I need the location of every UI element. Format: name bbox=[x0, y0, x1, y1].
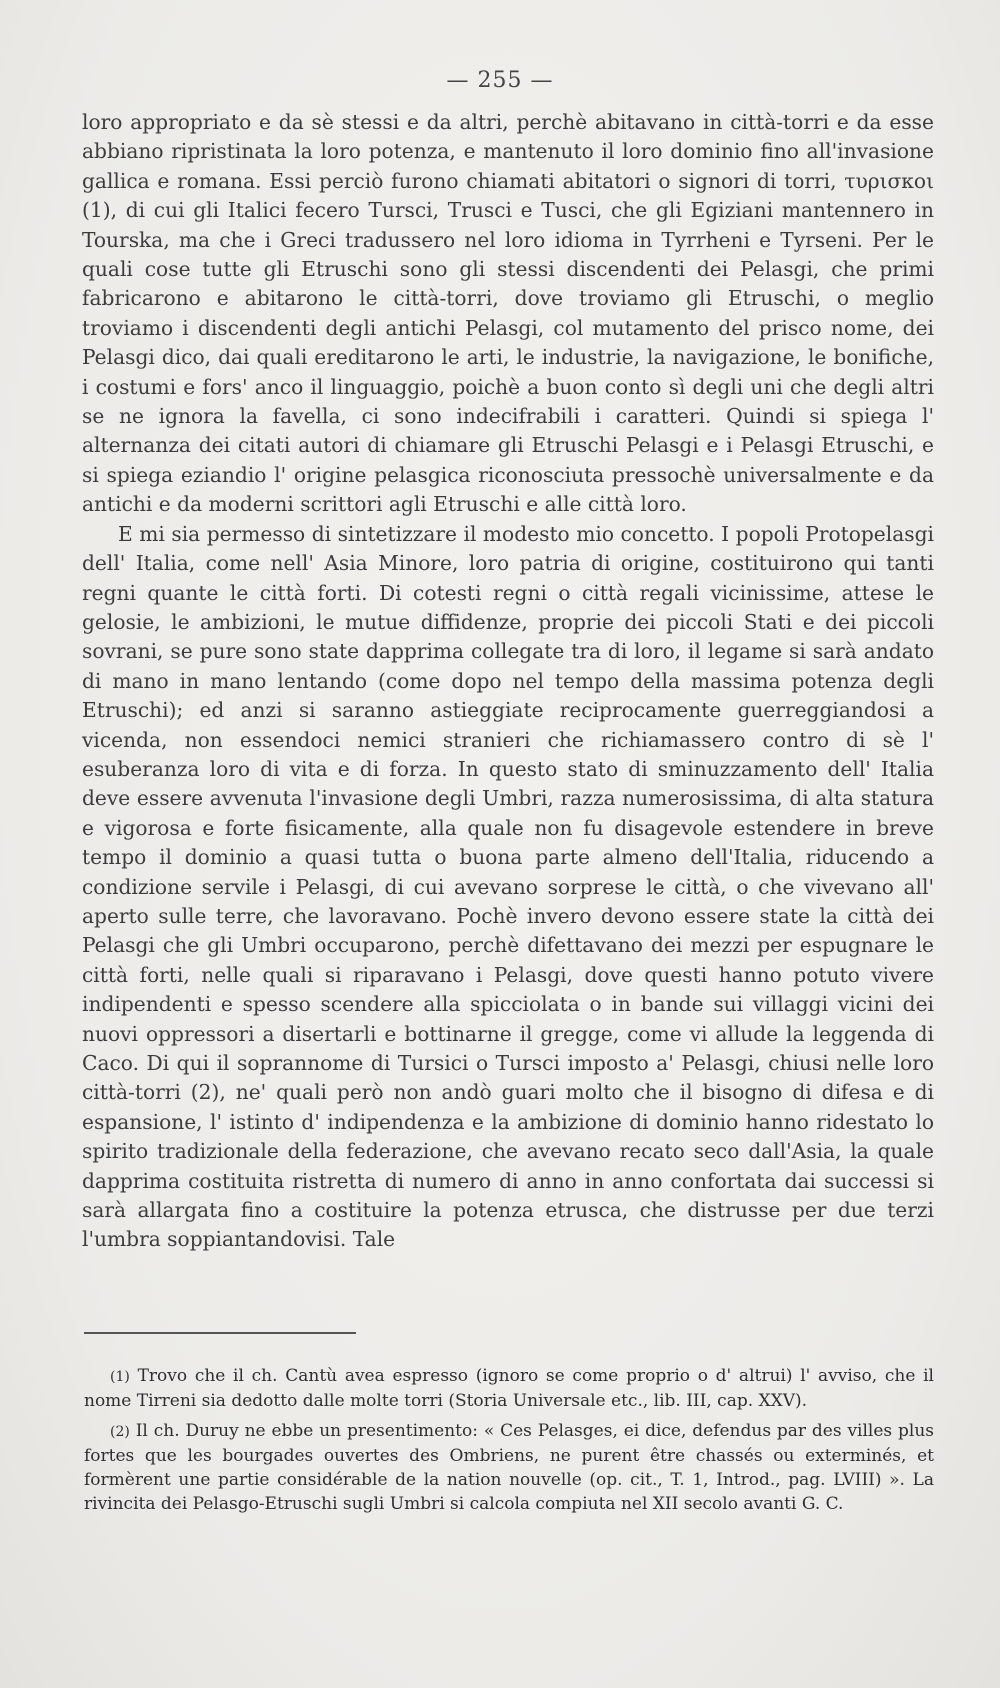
footnote-separator bbox=[84, 1332, 356, 1334]
footnote-2 bbox=[84, 1419, 934, 1516]
footnote-1 bbox=[84, 1364, 934, 1413]
paragraph-2: E mi sia permesso di sintetizzare il modesto mio concetto. I popoli Protopelasgi dell' Italia, come nell' Asia Minore, loro patria di origine, costituirono qui tanti regni quante le città forti. Di cotesti regni o città regali vicinissime, attese le gelosie, le ambizioni, le mutue diffidenze, proprie dei piccoli Stati e dei piccoli sovrani, se pure sono state dapprima collegate tra di loro, il legame si sarà andato di mano in mano lentando (come dopo nel tempo della massima potenza degli Etruschi); ed anzi si saranno astieggiate reciprocamente guerreggiandosi a vicenda, non essendoci nemici stranieri che richiamassero contro di sè l' esuberanza loro di vita e di forza. In questo stato di sminuzzamento dell' Italia deve essere avvenuta l'invasione degli Umbri, razza numerosissima, di alta statura e vigorosa e forte fisicamente, alla quale non fu disagevole estendere in breve tempo il dominio a quasi tutta o buona parte almeno dell'Italia, riducendo a condizione servile i Pelasgi, di cui avevano sorprese le città, o che vivevano all' aperto sulle terre, che lavoravano. Pochè invero devono essere state la città dei Pelasgi che gli Umbri occuparono, perchè difettavano dei mezzi per espugnare le città forti, nelle quali si riparavano i Pelasgi, dove questi hanno potuto vivere indipendenti e spesso scendere alla spicciolata o in bande sui villaggi vicini dei nuovi oppressori a disertarli e bottinarne il gregge, come vi allude la leggenda di Caco. Di qui il soprannome di Tursici o Tursci imposto a' Pelasgi, chiusi nelle loro città-torri (2), ne' quali però non andò guari molto che il bisogno di difesa e di espansione, l' istinto d' indipendenza e la ambizione di dominio hanno ridestato lo spirito tradizionale della federazione, che avevano recato seco dall'Asia, la quale dapprima costituita ristretta di numero di anno in anno confortata dai successi si sarà allargata fino a costituire la potenza etrusca, che distrusse per due terzi l'umbra soppiantandovisi. Tale bbox=[82, 521, 934, 1252]
page-number: — 255 — bbox=[446, 68, 554, 93]
main-text bbox=[82, 108, 934, 1255]
footnote-text: Trovo che il ch. Cantù avea espresso (ignoro se come proprio o d' altrui) l' avviso, che il nome Tirreni sia dedotto dalle molte torri (Storia Universale etc., lib. III, cap. XXV). bbox=[84, 1366, 934, 1411]
paragraph-1: loro appropriato e da sè stessi e da altri, perchè abitavano in città-torri e da esse abbiano ripristinata la loro potenza, e mantenuto il loro dominio fino all'invasione gallica e romana. Essi perciò furono chiamati abitatori o signori di torri, τυρισκοι (1), di cui gli Italici fecero Tursci, Trusci e Tusci, che gli Egiziani mantennero in Tourska, ma che i Greci tradussero nel loro idioma in Tyrrheni e Tyrseni. Per le quali cose tutte gli Etruschi sono gli stessi discendenti dei Pelasgi, che primi fabricarono e abitarono le città-torri, dove troviamo gli Etruschi, o meglio troviamo i discendenti degli antichi Pelasgi, col mutamento del prisco nome, dei Pelasgi dico, dai quali ereditarono le arti, le industrie, la navigazione, le bonifiche, i costumi e fors' anco il linguaggio, poichè a buon conto sì degli uni che degli altri se ne ignora la favella, ci sono indecifrabili i caratteri. Quindi si spiega l' alternanza dei citati autori di chiamare gli Etruschi Pelasgi e i Pelasgi Etruschi, e si spiega eziandio l' origine pelasgica riconosciuta pressochè universalmente e da antichi e da moderni scrittori agli Etruschi e alle città loro. bbox=[82, 110, 934, 517]
footnote-mark: (2) bbox=[110, 1424, 130, 1440]
footnotes bbox=[84, 1364, 934, 1516]
footnote-mark: (1) bbox=[110, 1369, 130, 1385]
footnote-text: Il ch. Duruy ne ebbe un presentimento: « Ces Pelasges, ei dice, defendus par des villes plus fortes que les bourgades ouvertes des Ombriens, ne purent être chassés ou exterminés, et formèrent une partie considérable de la nation nouvelle (op. cit., T. 1, Introd., pag. LVIII) ». La rivincita dei Pelasgo-Etruschi sugli Umbri si calcola compiuta nel XII secolo avanti G. C. bbox=[84, 1421, 935, 1514]
